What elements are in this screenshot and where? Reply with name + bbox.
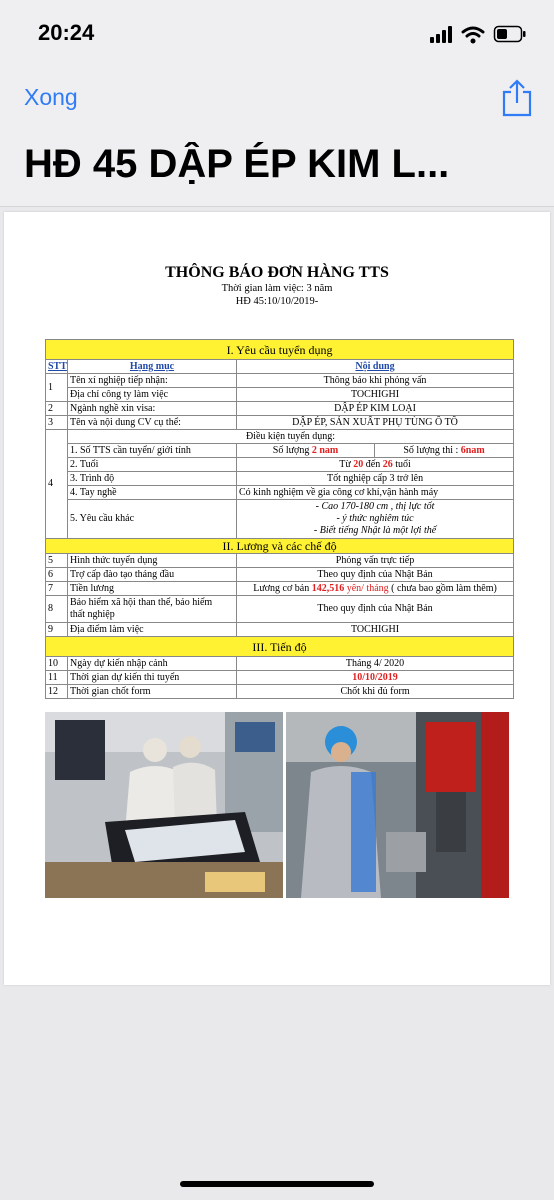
column-header-stt: STT [46, 360, 68, 374]
row-label: 3. Trình độ [68, 472, 237, 486]
row-value: 10/10/2019 [237, 671, 514, 685]
column-header-content: Nội dung [237, 360, 514, 374]
wifi-icon [463, 28, 483, 44]
row-number: 8 [46, 596, 68, 623]
status-icons [422, 24, 532, 44]
row-label: 1. Số TTS cần tuyển/ giới tính [68, 444, 237, 458]
column-header-item: Hạng mục [68, 360, 237, 374]
table-row [46, 657, 514, 671]
row-value: Có kinh nghiệm về gia công cơ khí,vận hành máy [237, 486, 514, 500]
row-number: 10 [46, 657, 68, 671]
row-number: 4 [46, 430, 68, 539]
notice-subtitle-duration: Thời gian làm việc: 3 năm [221, 283, 333, 294]
age-value: Từ 20 đến 26 tuổi [237, 458, 514, 472]
table-row [46, 685, 514, 699]
share-icon[interactable] [500, 78, 534, 118]
table-row [46, 623, 514, 637]
table-row [46, 582, 514, 596]
done-button[interactable]: Xong [24, 84, 78, 110]
row-label: Ngành nghề xin visa: [68, 402, 237, 416]
row-number: 1 [46, 374, 68, 402]
battery-icon [495, 27, 526, 42]
row-value: Theo quy định của Nhật Bản [237, 568, 514, 582]
table-row [46, 374, 514, 388]
factory-photo-press-machine [286, 712, 509, 898]
row-value: Tháng 4/ 2020 [237, 657, 514, 671]
table-row [46, 554, 514, 568]
row-value: Theo quy định của Nhật Bản [237, 596, 514, 623]
status-time: 20:24 [38, 20, 95, 45]
row-label: 4. Tay nghề [68, 486, 237, 500]
row-value: Tốt nghiệp cấp 3 trở lên [237, 472, 514, 486]
row-label: Địa chỉ công ty làm việc [68, 388, 237, 402]
section-row [46, 340, 514, 360]
section-header-salary: II. Lương và các chế độ [46, 539, 514, 554]
table-row [46, 472, 514, 486]
factory-photo-inspection [45, 712, 283, 898]
row-number: 5 [46, 554, 68, 568]
notice-title: THÔNG BÁO ĐƠN HÀNG TTS [165, 264, 389, 281]
exam-quota-value: Số lượng thi : 6nam [375, 444, 514, 458]
section-header-requirements: I. Yêu cầu tuyển dụng [46, 340, 514, 360]
row-number: 9 [46, 623, 68, 637]
table-row [46, 430, 514, 444]
row-value: Thông báo khi phỏng vấn [237, 374, 514, 388]
row-label: Thời gian dự kiến thi tuyển [68, 671, 237, 685]
row-value: Chốt khi đủ form [237, 685, 514, 699]
row-label: Hình thức tuyển dụng [68, 554, 237, 568]
row-number: 11 [46, 671, 68, 685]
table-header-row [46, 360, 514, 374]
section-row [46, 637, 514, 657]
table-row [46, 458, 514, 472]
row-number: 6 [46, 568, 68, 582]
table-row [46, 444, 514, 458]
row-label: Tên và nội dung CV cụ thể: [68, 416, 237, 430]
table-row [46, 671, 514, 685]
row-label: Địa điểm làm việc [68, 623, 237, 637]
document-title: HĐ 45 DẬP ÉP KIM L... [24, 142, 450, 186]
row-number: 7 [46, 582, 68, 596]
row-label: Bảo hiểm xã hội than thể, bảo hiểm thất nghiệp [68, 596, 237, 623]
home-indicator[interactable] [180, 1181, 374, 1187]
table-row [46, 568, 514, 582]
row-value: DẬP ÉP, SẢN XUẤT PHỤ TÙNG Ô TÔ [237, 416, 514, 430]
section-row [46, 539, 514, 554]
table-row [46, 402, 514, 416]
status-bar [0, 0, 554, 66]
conditions-heading: Điều kiện tuyển dụng: [68, 430, 514, 444]
row-label: Tên xí nghiệp tiếp nhận: [68, 374, 237, 388]
row-value: TOCHIGHI [237, 623, 514, 637]
table-row [46, 416, 514, 430]
table-row [46, 388, 514, 402]
notice-subtitle-contract: HĐ 45:10/10/2019- [235, 296, 319, 307]
row-number: 2 [46, 402, 68, 416]
section-header-schedule: III. Tiến độ [46, 637, 514, 657]
row-label: Ngày dự kiến nhập cảnh [68, 657, 237, 671]
row-label: Tiền lương [68, 582, 237, 596]
table-row [46, 500, 514, 539]
cellular-signal-icon [430, 26, 452, 43]
row-label: Thời gian chốt form [68, 685, 237, 699]
quota-value: Số lượng 2 nam [237, 444, 375, 458]
order-table [45, 339, 514, 699]
row-number: 3 [46, 416, 68, 430]
row-value: TOCHIGHI [237, 388, 514, 402]
table-row [46, 596, 514, 623]
row-label: Trợ cấp đào tạo tháng đầu [68, 568, 237, 582]
row-label: 2. Tuổi [68, 458, 237, 472]
table-row [46, 486, 514, 500]
row-value: DẬP ÉP KIM LOẠI [237, 402, 514, 416]
other-requirements: - Cao 170-180 cm , thị lực tốt - ý thức nghiêm túc - Biết tiếng Nhật là một lợi thế [237, 500, 514, 539]
salary-value: Lương cơ bản 142,516 yên/ tháng ( chưa bao gồm làm thêm) [237, 582, 514, 596]
navigation-bar [0, 66, 554, 207]
row-label: 5. Yêu cầu khác [68, 500, 237, 539]
row-value: Phỏng vấn trực tiếp [237, 554, 514, 568]
row-number: 12 [46, 685, 68, 699]
